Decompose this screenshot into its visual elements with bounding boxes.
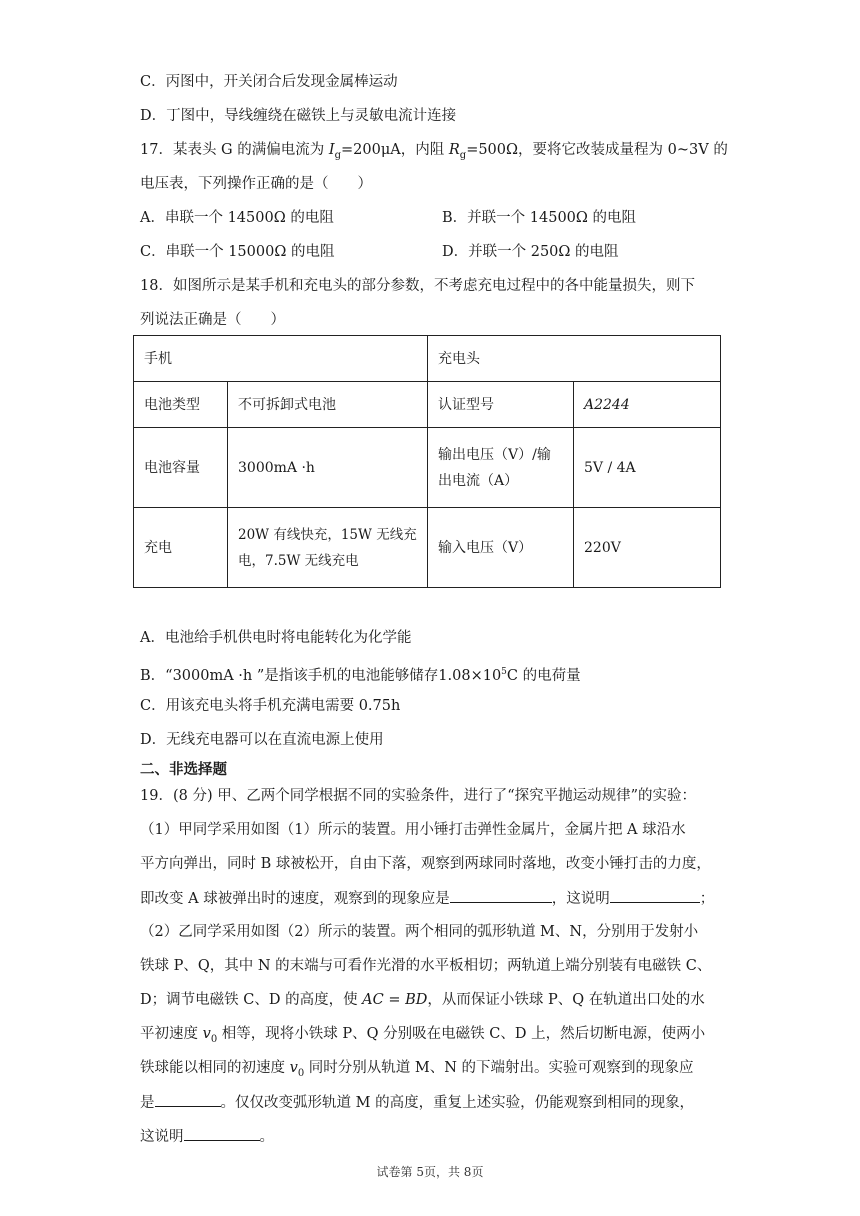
q19-line11-b: 。: [259, 1129, 274, 1145]
q17-stem-line1: [140, 140, 728, 166]
q18-option-b-post: C 的电荷量: [506, 667, 581, 684]
table-cell: 不可拆卸式电池: [228, 382, 428, 428]
q19-line9-b: 同时分别从轨道 M、N 的下端射出。实验可观察到的现象应: [304, 1060, 694, 1076]
q19-line10-b: 。仅仅改变弧形轨道 M 的高度，重复上述实验，仍能观察到相同的现象，: [220, 1095, 695, 1111]
q18-option-b-pre: B．“3000mA ·h ”是指该手机的电池能够储存: [140, 667, 439, 684]
table-row: [134, 428, 721, 508]
v0-symbol: v: [202, 1026, 211, 1042]
ig-symbol: I: [328, 142, 335, 158]
rg-subscript: g: [459, 149, 467, 161]
phone-charger-spec-table: [133, 335, 721, 588]
table-cell: 输入电压（V）: [428, 508, 574, 588]
ig-subscript: g: [334, 149, 342, 161]
q19-line8-a: 平初速度: [140, 1026, 203, 1042]
q17-stem-part-a: 17．某表头 G 的满偏电流为: [140, 142, 329, 158]
table-cell: 输出电压（V）/输出电流（A）: [428, 428, 574, 508]
q19-line2: （1）甲同学采用如图（1）所示的装置。用小锤打击弹性金属片，金属片把 A 球沿水: [140, 822, 686, 838]
header-phone: 手机: [134, 336, 428, 382]
table-cell: 充电: [134, 508, 228, 588]
table-header-row: [134, 336, 721, 382]
answer-blank-2[interactable]: [610, 888, 700, 903]
table-cell: 电池容量: [134, 428, 228, 508]
q17-option-c[interactable]: C．串联一个 15000Ω 的电阻: [140, 244, 335, 260]
q19-line11: [140, 1126, 274, 1147]
q19-line7-a: D；调节电磁铁 C、D 的高度，使: [140, 992, 363, 1008]
section-heading: 二、非选择题: [140, 761, 227, 778]
q19-line8: [140, 1024, 705, 1050]
q19-line10-a: 是: [140, 1095, 155, 1111]
q19-line11-a: 这说明: [140, 1129, 184, 1145]
table-cell: 电池类型: [134, 382, 228, 428]
q18-stem-line2: 列说法正确是（ ）: [140, 312, 285, 328]
q18-option-c[interactable]: C．用该充电头将手机充满电需要 0.75h: [140, 698, 401, 714]
q17-option-a[interactable]: A．串联一个 14500Ω 的电阻: [140, 210, 334, 226]
q19-line5: （2）乙同学采用如图（2）所示的装置。两个相同的弧形轨道 M、N，分别用于发射小: [140, 924, 699, 940]
q19-line9: [140, 1058, 694, 1084]
q19-line4-b: ，这说明: [551, 891, 610, 907]
v0-subscript: 0: [297, 1067, 305, 1079]
option-d-previous: D．丁图中，导线缠绕在磁铁上与灵敏电流计连接: [140, 108, 457, 124]
q19-line3: 平方向弹出，同时 B 球被松开，自由下落，观察到两球同时落地，改变小锤打击的力度，: [140, 856, 711, 872]
q17-stem-part-b: =200μA，内阻: [341, 142, 449, 158]
table-cell: A2244: [574, 382, 721, 428]
answer-blank-4[interactable]: [184, 1126, 260, 1141]
table-row: [134, 508, 721, 588]
option-c-previous: C．丙图中，开关闭合后发现金属棒运动: [140, 74, 398, 90]
q17-option-d[interactable]: D．并联一个 250Ω 的电阻: [442, 244, 619, 260]
header-charger: 充电头: [428, 336, 721, 382]
table-cell: 20W 有线快充，15W 无线充电，7.5W 无线充电: [228, 508, 428, 588]
q19-line6: 铁球 P、Q，其中 N 的末端与可看作光滑的水平板相切；两轨道上端分别装有电磁铁 C、: [140, 958, 712, 974]
q17-stem-part-c: =500Ω，要将它改装成量程为 0~3V 的: [466, 142, 728, 158]
q19-line4: [140, 888, 714, 909]
q19-line4-c: ；: [699, 891, 715, 907]
rg-symbol: R: [448, 142, 460, 158]
q17-option-b[interactable]: B．并联一个 14500Ω 的电阻: [442, 210, 637, 226]
v0-symbol: v: [289, 1060, 298, 1076]
answer-blank-3[interactable]: [155, 1092, 221, 1107]
q18-option-b[interactable]: [140, 662, 581, 686]
q18-stem-line1: 18．如图所示是某手机和充电头的部分参数，不考虑充电过程中的各中能量损失，则下: [140, 278, 695, 294]
page-footer: 试卷第 5页，共 8页: [376, 1165, 484, 1179]
q19-line4-a: 即改变 A 球被弹出时的速度，观察到的现象应是: [140, 891, 450, 907]
q19-line7: [140, 990, 705, 1010]
q17-stem-line2: 电压表，下列操作正确的是（ ）: [140, 176, 372, 192]
q19-line10: [140, 1092, 694, 1113]
charge-exponent: 5: [501, 667, 507, 677]
table-cell: 220V: [574, 508, 721, 588]
q18-option-d[interactable]: D．无线充电器可以在直流电源上使用: [140, 732, 384, 748]
q19-line7-b: ，从而保证小铁球 P、Q 在轨道出口处的水: [427, 992, 705, 1008]
q19-line9-a: 铁球能以相同的初速度: [140, 1060, 290, 1076]
q18-option-a[interactable]: A．电池给手机供电时将电能转化为化学能: [140, 630, 412, 646]
q19-line1: 19．(8 分) 甲、乙两个同学根据不同的实验条件，进行了“探究平抛运动规律”的实验：: [140, 788, 697, 804]
table-row: [134, 382, 721, 428]
answer-blank-1[interactable]: [450, 888, 552, 903]
q19-line8-b: 相等，现将小铁球 P、Q 分别吸在电磁铁 C、D 上，然后切断电源，使两小: [217, 1026, 706, 1042]
table-cell: 5V / 4A: [574, 428, 721, 508]
charge-value: 1.08×10: [438, 667, 502, 684]
v0-subscript: 0: [210, 1033, 218, 1045]
table-cell: 3000mA ·h: [228, 428, 428, 508]
ac-bd-equation: AC = BD: [362, 992, 428, 1008]
table-cell: 认证型号: [428, 382, 574, 428]
